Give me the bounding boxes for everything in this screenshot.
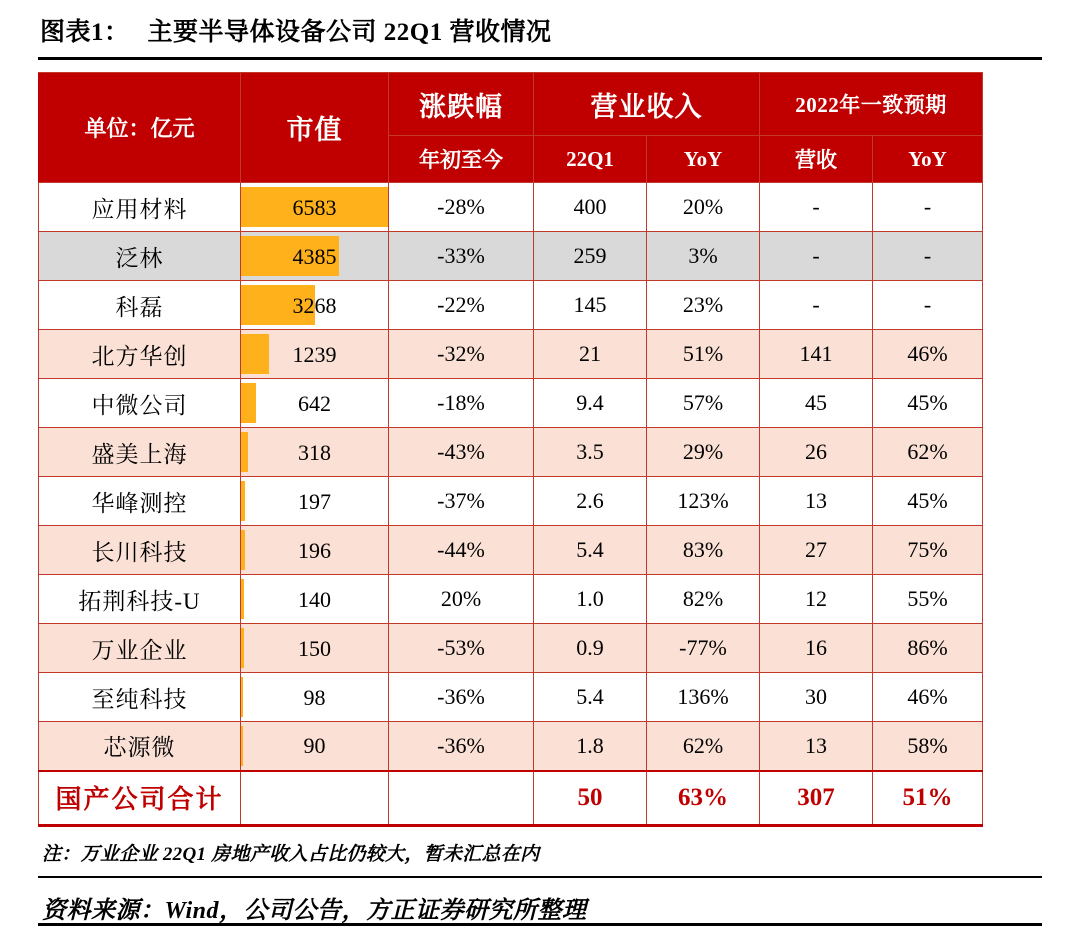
cell-revenue-q1: 2.6 — [534, 477, 647, 526]
cell-forecast-revenue: 141 — [760, 330, 873, 379]
cell-forecast-yoy: 86% — [873, 624, 983, 673]
cell-forecast-revenue: 30 — [760, 673, 873, 722]
cell-total-label: 国产公司合计 — [39, 771, 241, 826]
cell-company-name: 北方华创 — [39, 330, 241, 379]
table-row — [39, 477, 983, 526]
cell-company-name: 科磊 — [39, 281, 241, 330]
cell-revenue-yoy: 83% — [647, 526, 760, 575]
cell-revenue-q1: 1.8 — [534, 722, 647, 771]
cell-revenue-yoy: 51% — [647, 330, 760, 379]
cell-change: -33% — [389, 232, 534, 281]
header-change-sub: 年初至今 — [389, 136, 534, 183]
cell-forecast-yoy: 46% — [873, 673, 983, 722]
market-value-label: 3268 — [292, 292, 337, 318]
cell-forecast-revenue: - — [760, 232, 873, 281]
market-value-label: 196 — [298, 537, 331, 563]
cell-change: -36% — [389, 673, 534, 722]
cell-change: -37% — [389, 477, 534, 526]
cell-revenue-q1: 5.4 — [534, 673, 647, 722]
cell-change: -36% — [389, 722, 534, 771]
table-row — [39, 183, 983, 232]
table-row — [39, 575, 983, 624]
semiconductor-equipment-table — [38, 72, 983, 827]
cell-company-name: 芯源微 — [39, 722, 241, 771]
title-divider — [38, 57, 1042, 60]
cell-change: -22% — [389, 281, 534, 330]
cell-forecast-revenue: 27 — [760, 526, 873, 575]
cell-total-forecast-revenue: 307 — [760, 771, 873, 826]
cell-revenue-yoy: 23% — [647, 281, 760, 330]
cell-revenue-yoy: -77% — [647, 624, 760, 673]
cell-revenue-yoy: 3% — [647, 232, 760, 281]
header-revenue: 营业收入 — [534, 73, 760, 136]
cell-company-name: 应用材料 — [39, 183, 241, 232]
cell-forecast-revenue: 16 — [760, 624, 873, 673]
cell-market-value — [241, 428, 389, 477]
cell-total-revenue-yoy: 63% — [647, 771, 760, 826]
table-total-row — [39, 771, 983, 826]
table-note: 注：万业企业 22Q1 房地产收入占比仍较大，暂未汇总在内 — [42, 843, 540, 865]
market-value-label: 197 — [298, 488, 331, 514]
table-body — [39, 183, 983, 826]
cell-company-name: 盛美上海 — [39, 428, 241, 477]
cell-revenue-q1: 21 — [534, 330, 647, 379]
cell-revenue-q1: 3.5 — [534, 428, 647, 477]
cell-forecast-yoy: 58% — [873, 722, 983, 771]
header-forecast-revenue: 营收 — [760, 136, 873, 183]
cell-forecast-revenue: 12 — [760, 575, 873, 624]
note-divider — [38, 876, 1042, 878]
cell-market-value — [241, 379, 389, 428]
cell-forecast-yoy: 55% — [873, 575, 983, 624]
cell-forecast-revenue: 13 — [760, 477, 873, 526]
cell-forecast-revenue: 26 — [760, 428, 873, 477]
cell-company-name: 长川科技 — [39, 526, 241, 575]
cell-revenue-yoy: 123% — [647, 477, 760, 526]
cell-company-name: 中微公司 — [39, 379, 241, 428]
cell-change: -28% — [389, 183, 534, 232]
figure-title-text: 主要半导体设备公司 22Q1 营收情况 — [147, 19, 552, 46]
cell-revenue-yoy: 57% — [647, 379, 760, 428]
cell-revenue-yoy: 82% — [647, 575, 760, 624]
cell-market-value — [241, 183, 389, 232]
cell-market-value — [241, 575, 389, 624]
cell-market-value — [241, 673, 389, 722]
cell-revenue-q1: 145 — [534, 281, 647, 330]
table-row — [39, 624, 983, 673]
header-forecast-yoy: YoY — [873, 136, 983, 183]
market-value-label: 4385 — [292, 243, 337, 269]
header-change: 涨跌幅 — [389, 73, 534, 136]
cell-market-value — [241, 330, 389, 379]
cell-revenue-q1: 0.9 — [534, 624, 647, 673]
cell-company-name: 至纯科技 — [39, 673, 241, 722]
header-revenue-q1: 22Q1 — [534, 136, 647, 183]
cell-total-market-value — [241, 771, 389, 826]
table-header — [39, 73, 983, 183]
bottom-divider — [38, 923, 1042, 926]
market-value-label: 318 — [298, 439, 331, 465]
cell-company-name: 泛林 — [39, 232, 241, 281]
table-row — [39, 232, 983, 281]
cell-revenue-q1: 400 — [534, 183, 647, 232]
cell-market-value — [241, 624, 389, 673]
cell-forecast-revenue: - — [760, 281, 873, 330]
cell-change: -32% — [389, 330, 534, 379]
market-value-label: 6583 — [292, 194, 337, 220]
cell-revenue-q1: 5.4 — [534, 526, 647, 575]
cell-forecast-yoy: 75% — [873, 526, 983, 575]
table-row — [39, 722, 983, 771]
cell-forecast-yoy: 45% — [873, 379, 983, 428]
cell-market-value — [241, 281, 389, 330]
cell-forecast-yoy: - — [873, 281, 983, 330]
source-line: 资料来源：Wind，公司公告，方正证券研究所整理 — [42, 897, 587, 924]
cell-total-change — [389, 771, 534, 826]
cell-forecast-yoy: - — [873, 232, 983, 281]
market-value-label: 90 — [303, 733, 326, 759]
cell-market-value — [241, 477, 389, 526]
table-row — [39, 673, 983, 722]
table-row — [39, 379, 983, 428]
cell-forecast-yoy: 46% — [873, 330, 983, 379]
cell-forecast-yoy: 62% — [873, 428, 983, 477]
figure-title — [38, 0, 1042, 48]
cell-forecast-yoy: - — [873, 183, 983, 232]
cell-revenue-yoy: 20% — [647, 183, 760, 232]
cell-company-name: 万业企业 — [39, 624, 241, 673]
cell-change: -18% — [389, 379, 534, 428]
cell-revenue-yoy: 136% — [647, 673, 760, 722]
table-row — [39, 428, 983, 477]
market-value-label: 98 — [303, 684, 326, 710]
cell-revenue-yoy: 29% — [647, 428, 760, 477]
table-row — [39, 330, 983, 379]
cell-forecast-yoy: 45% — [873, 477, 983, 526]
cell-forecast-revenue: 45 — [760, 379, 873, 428]
cell-forecast-revenue: 13 — [760, 722, 873, 771]
header-unit: 单位：亿元 — [39, 73, 241, 183]
cell-change: -43% — [389, 428, 534, 477]
header-market-value: 市值 — [241, 73, 389, 183]
cell-revenue-q1: 9.4 — [534, 379, 647, 428]
header-forecast: 2022年一致预期 — [760, 73, 983, 136]
cell-revenue-yoy: 62% — [647, 722, 760, 771]
cell-change: -44% — [389, 526, 534, 575]
market-value-label: 140 — [298, 586, 331, 612]
cell-forecast-revenue: - — [760, 183, 873, 232]
header-revenue-yoy: YoY — [647, 136, 760, 183]
cell-revenue-q1: 259 — [534, 232, 647, 281]
market-value-label: 150 — [298, 635, 331, 661]
cell-market-value — [241, 722, 389, 771]
cell-total-revenue-q1: 50 — [534, 771, 647, 826]
cell-total-forecast-yoy: 51% — [873, 771, 983, 826]
table-row — [39, 526, 983, 575]
market-value-label: 642 — [298, 390, 331, 416]
cell-change: -53% — [389, 624, 534, 673]
figure-title-label: 图表1： — [40, 19, 130, 46]
cell-company-name: 华峰测控 — [39, 477, 241, 526]
cell-change: 20% — [389, 575, 534, 624]
cell-market-value — [241, 232, 389, 281]
market-value-label: 1239 — [292, 341, 337, 367]
table-row — [39, 281, 983, 330]
cell-company-name: 拓荆科技-U — [39, 575, 241, 624]
cell-market-value — [241, 526, 389, 575]
cell-revenue-q1: 1.0 — [534, 575, 647, 624]
